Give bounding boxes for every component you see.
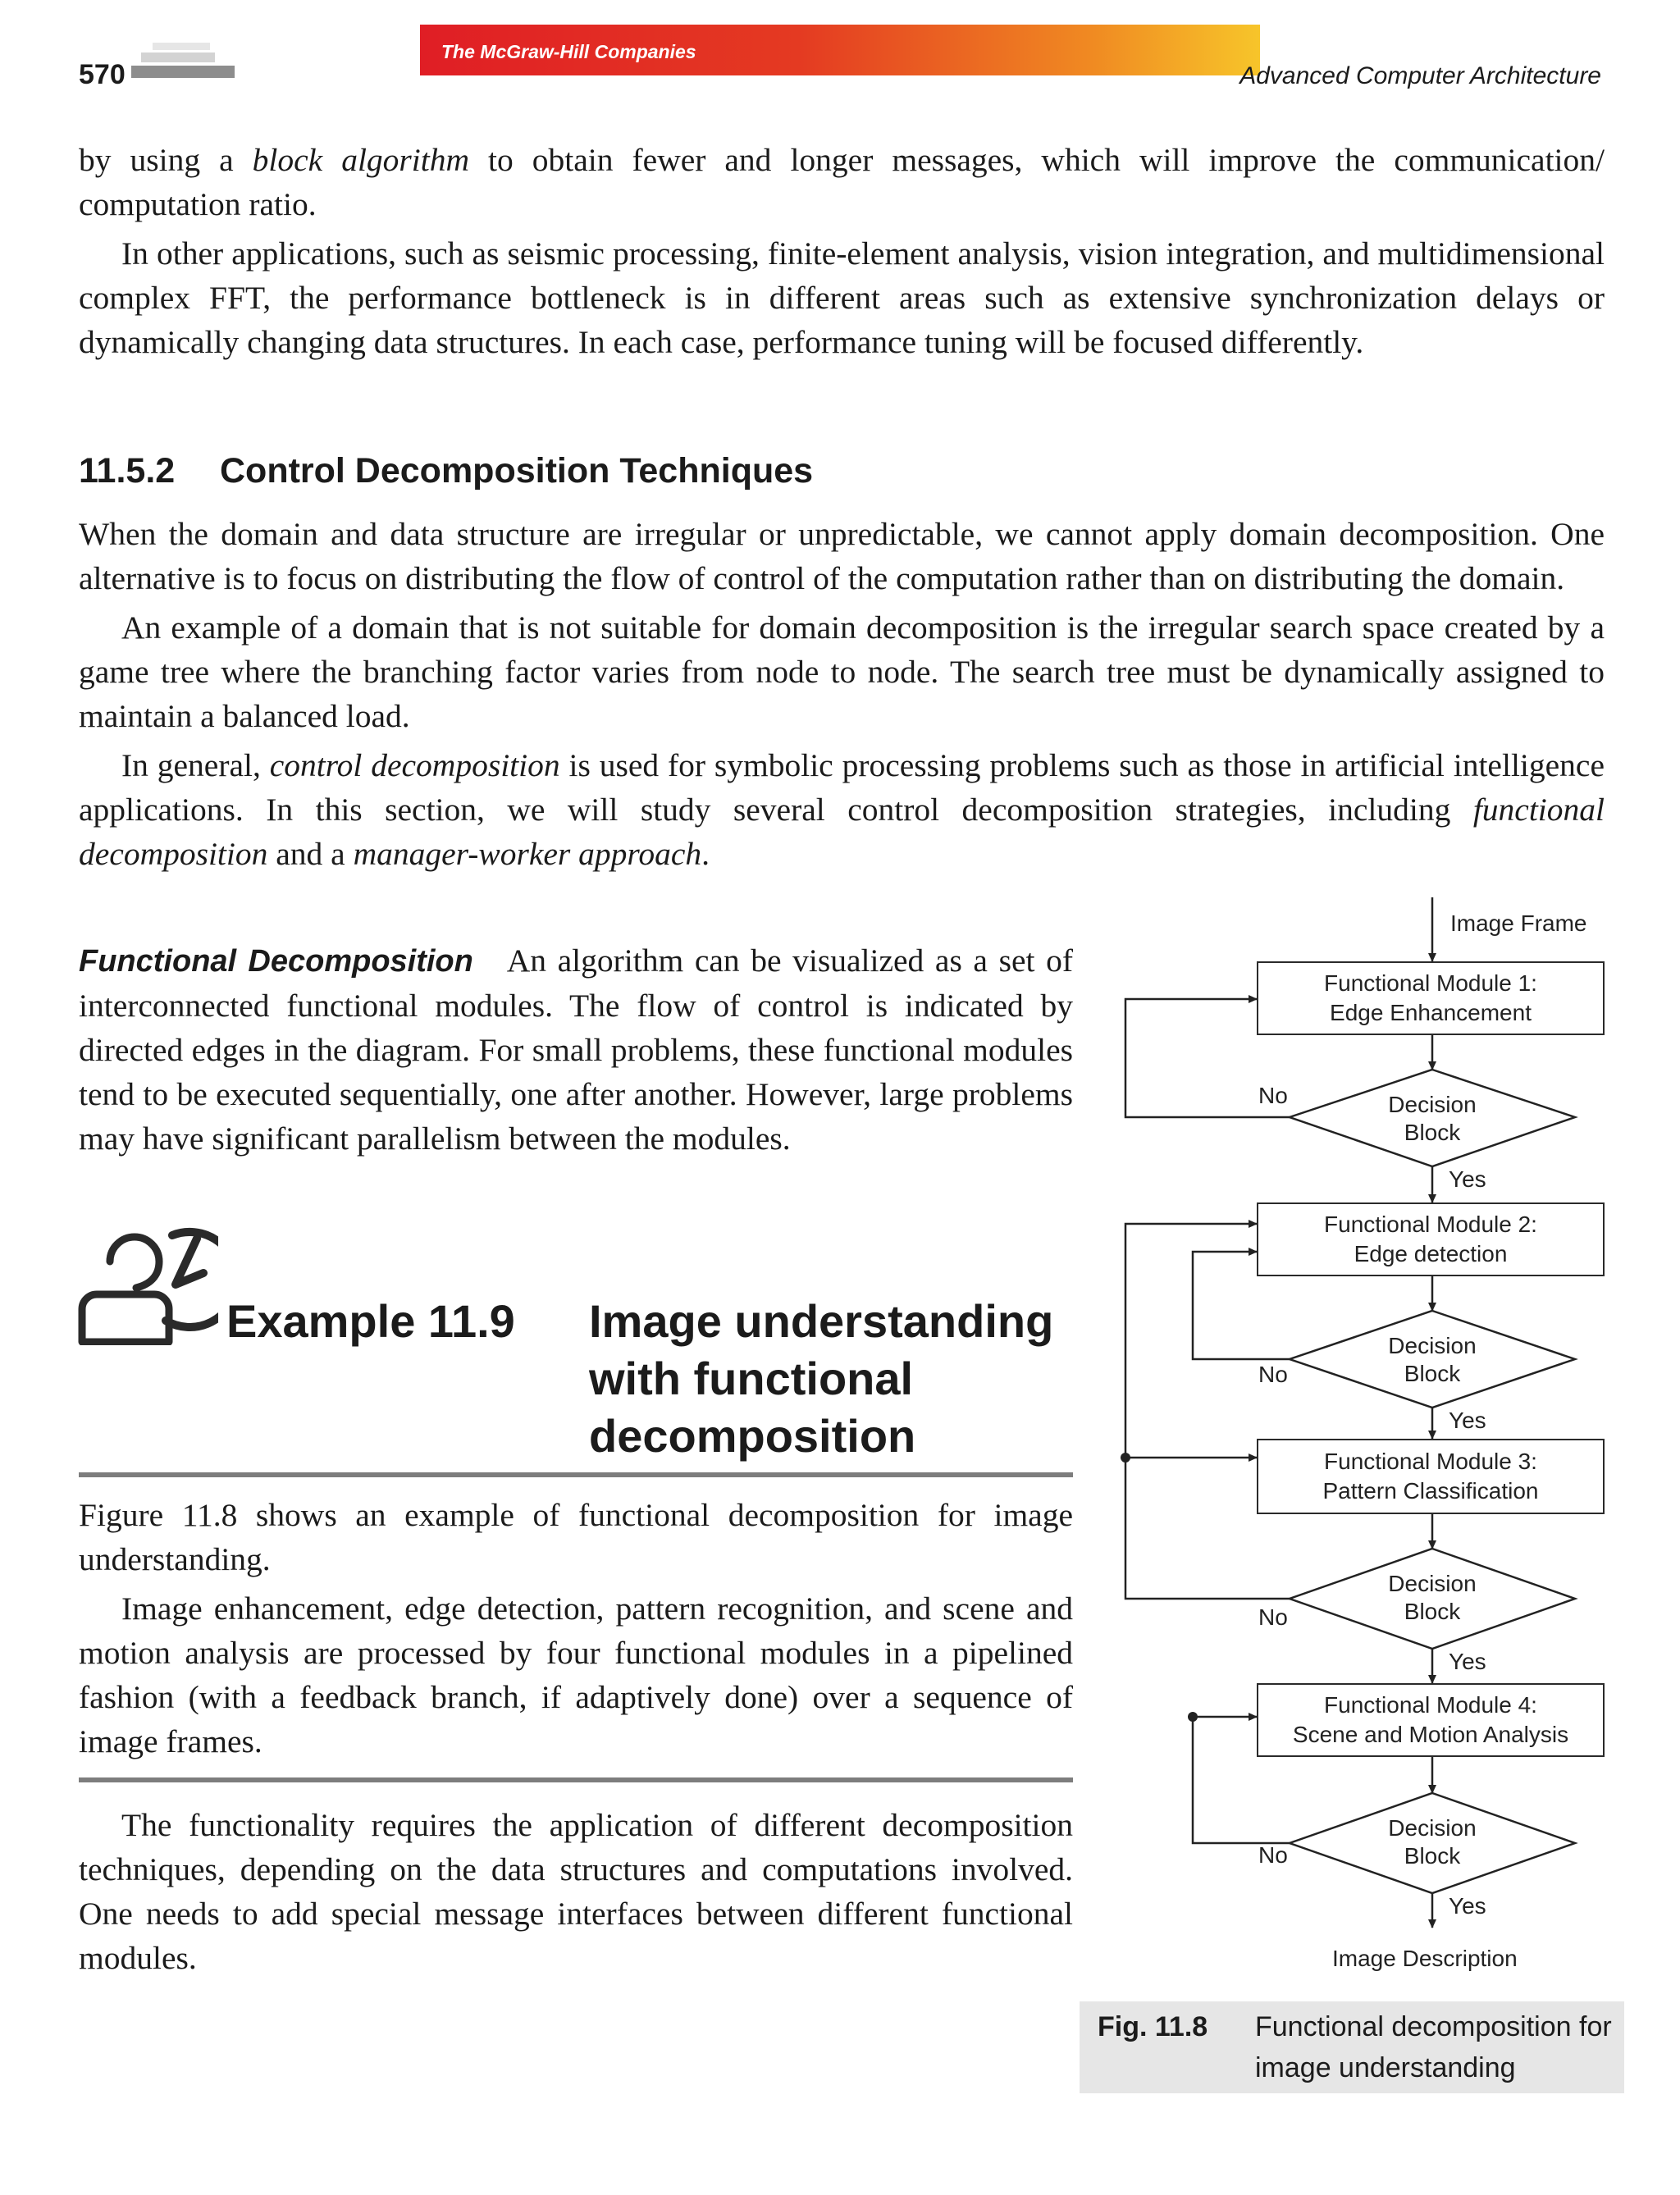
page-number: 570 <box>79 59 126 90</box>
decision-label-4: Decision Block <box>1388 1815 1477 1869</box>
no-label: No <box>1258 1842 1288 1868</box>
section-paragraph-2: An example of a domain that is not suitable for domain decomposition is the irregular search space created by a game tree where the branching factor varies from node to node. The search tree must be dynamically assigned to maintain a balanced load. <box>79 609 1605 734</box>
no-label: No <box>1258 1362 1288 1387</box>
closing-paragraph: The functionality requires the application of different decomposition techniques, depending on the data structures and computations involved. One needs to add special message interfaces between different functional modules. <box>79 1807 1073 1976</box>
junction-dot <box>1188 1712 1198 1722</box>
junction-dot <box>1121 1453 1130 1463</box>
yes-label: Yes <box>1449 1408 1486 1433</box>
functional-module-1: Functional Module 1: Edge Enhancement <box>1257 961 1605 1035</box>
example-paragraph-1: Figure 11.8 shows an example of functional decomposition for image understanding. <box>79 1497 1073 1577</box>
section-number: 11.5.2 <box>79 451 176 491</box>
yes-label: Yes <box>1449 1166 1486 1192</box>
feedback-loop-3 <box>1125 1224 1290 1599</box>
example-title: Image understanding with functional decomposition <box>589 1295 1054 1462</box>
no-label: No <box>1258 1083 1288 1108</box>
functional-module-4: Functional Module 4: Scene and Motion Analysis <box>1257 1683 1605 1757</box>
figure-number: Fig. 11.8 <box>1098 2011 1208 2042</box>
decision-label-2: Decision Block <box>1388 1333 1477 1386</box>
no-label: No <box>1258 1604 1288 1630</box>
figure-caption-text: Functional decomposition for image understanding <box>1255 2011 1612 2083</box>
intro-paragraph-2: In other applications, such as seismic processing, finite-element analysis, vision integration, and multidimensional complex FFT, the performance bottleneck is in different areas such as extensive synchronization delays or dynamically changing data structures. In each case, performance tuning will be focused differently. <box>79 235 1605 360</box>
flowchart-input-label: Image Frame <box>1450 910 1587 936</box>
functional-module-2: Functional Module 2: Edge detection <box>1257 1202 1605 1276</box>
section-paragraph-1: When the domain and data structure are irregular or unpredictable, we cannot apply domain decomposition. One alternative is to focus on distributing the flow of control of the computation rather than on distributing the domain. <box>79 516 1605 596</box>
example-label: Example 11.9 <box>226 1295 515 1347</box>
figure-caption <box>1080 2001 1624 2093</box>
yes-label: Yes <box>1449 1893 1486 1919</box>
example-paragraph-2: Image enhancement, edge detection, pattern recognition, and scene and motion analysis are processed by four functional modules in a pipelined fashion (with a feedback branch, if adaptively done) over a sequence of image frames. <box>79 1590 1073 1759</box>
section-paragraph-3: In general, control decomposition is used for symbolic processing problems such as those in artificial intelligence applications. In this section, we will study several control decomposition strategies, including functional decomposition and a manager-worker approach. <box>79 747 1605 872</box>
functional-paragraph: Functional Decomposition An algorithm can be visualized as a set of interconnected functional modules. The flow of control is indicated by directed edges in the diagram. For small problems, these functional modules tend to be executed sequentially, one after another. However, large problems may have significant parallelism between the modules. <box>79 942 1073 1157</box>
decision-label-3: Decision Block <box>1388 1571 1477 1624</box>
publisher-name: The McGraw-Hill Companies <box>441 41 696 62</box>
decision-label-1: Decision Block <box>1388 1092 1477 1145</box>
yes-label: Yes <box>1449 1649 1486 1674</box>
functional-module-3: Functional Module 3: Pattern Classification <box>1257 1439 1605 1514</box>
flowchart-output-label: Image Description <box>1332 1946 1518 1971</box>
intro-paragraph-1: by using a block algorithm to obtain fewer and longer messages, which will improve the communication/ computation ratio. <box>79 142 1605 222</box>
running-head: Advanced Computer Architecture <box>1239 62 1601 89</box>
functional-runin-heading: Functional Decomposition <box>79 944 473 979</box>
section-title: Control Decomposition Techniques <box>220 451 814 491</box>
